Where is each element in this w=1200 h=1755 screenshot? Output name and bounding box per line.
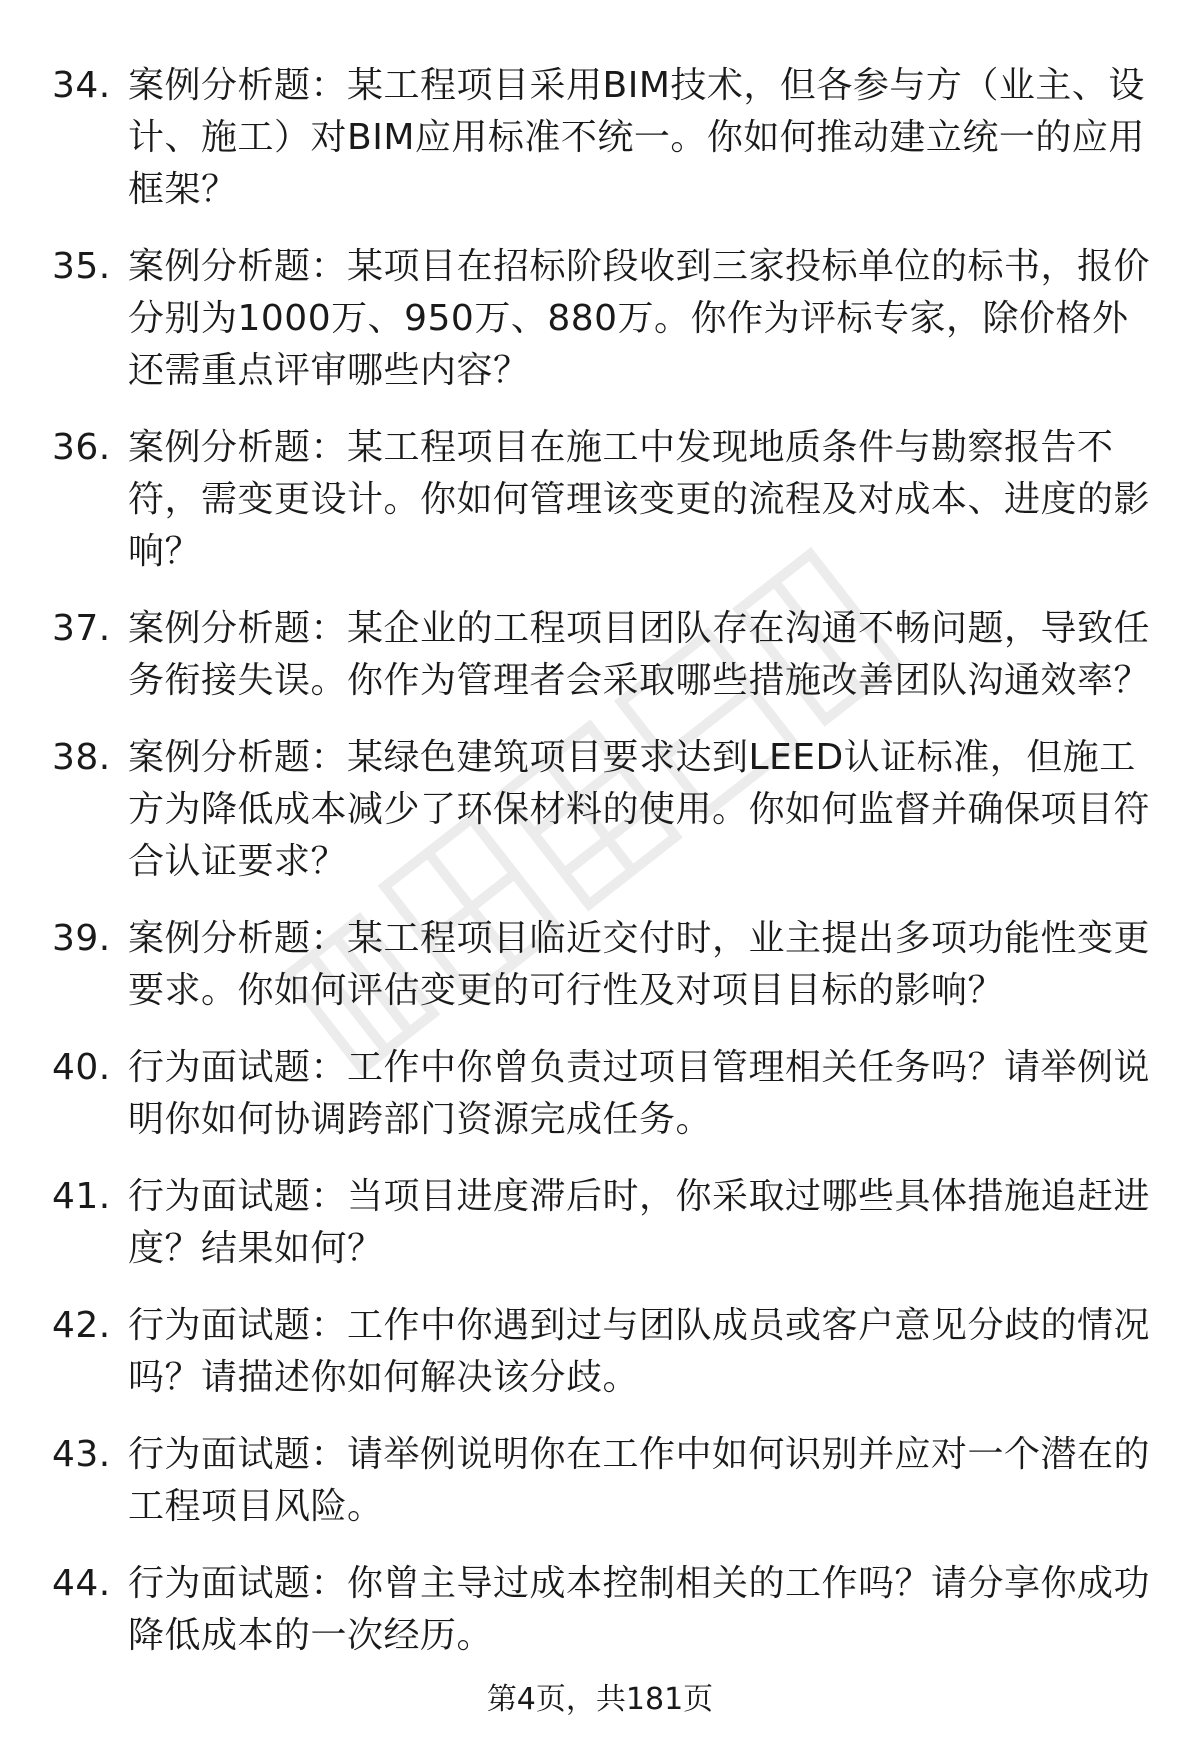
question-number: 43. bbox=[52, 1434, 111, 1475]
question-text: 案例分析题：某工程项目采用BIM技术，但各参与方（业主、设计、施工）对BIM应用标准不统一。你如何推动建立统一的应用框架？ bbox=[128, 65, 1145, 210]
question-item bbox=[0, 913, 1200, 1017]
question-text: 案例分析题：某企业的工程项目团队存在沟通不畅问题，导致任务衔接失误。你作为管理者会采取哪些措施改善团队沟通效率？ bbox=[128, 608, 1151, 701]
question-item bbox=[0, 1042, 1200, 1146]
question-number: 40. bbox=[52, 1047, 111, 1088]
question-text: 行为面试题：请举例说明你在工作中如何识别并应对一个潜在的工程项目风险。 bbox=[128, 1434, 1151, 1527]
question-number: 39. bbox=[52, 918, 111, 959]
question-text: 行为面试题：你曾主导过成本控制相关的工作吗？请分享你成功降低成本的一次经历。 bbox=[128, 1563, 1151, 1656]
question-number: 34. bbox=[52, 65, 111, 106]
question-text: 案例分析题：某工程项目临近交付时，业主提出多项功能性变更要求。你如何评估变更的可行性及对项目目标的影响？ bbox=[128, 918, 1151, 1011]
question-item bbox=[0, 60, 1200, 216]
question-item bbox=[0, 422, 1200, 578]
question-item bbox=[0, 732, 1200, 888]
question-number: 36. bbox=[52, 427, 111, 468]
question-text: 案例分析题：某项目在招标阶段收到三家投标单位的标书，报价分别为1000万、950万、880万。你作为评标专家，除价格外还需重点评审哪些内容？ bbox=[128, 246, 1151, 391]
question-number: 38. bbox=[52, 737, 111, 778]
question-item bbox=[0, 1429, 1200, 1533]
question-number: 42. bbox=[52, 1305, 111, 1346]
question-number: 41. bbox=[52, 1176, 111, 1217]
question-item bbox=[0, 1171, 1200, 1275]
question-text: 行为面试题：当项目进度滞后时，你采取过哪些具体措施追赶进度？结果如何？ bbox=[128, 1176, 1151, 1269]
question-number: 44. bbox=[52, 1563, 111, 1604]
question-text: 行为面试题：工作中你曾负责过项目管理相关任务吗？请举例说明你如何协调跨部门资源完成任务。 bbox=[128, 1047, 1151, 1140]
question-item bbox=[0, 603, 1200, 707]
question-number: 37. bbox=[52, 608, 111, 649]
page-number-footer: 第4页，共181页 bbox=[486, 1682, 714, 1717]
question-item bbox=[0, 1300, 1200, 1404]
question-text: 案例分析题：某工程项目在施工中发现地质条件与勘察报告不符，需变更设计。你如何管理该变更的流程及对成本、进度的影响？ bbox=[128, 427, 1151, 572]
question-text: 行为面试题：工作中你遇到过与团队成员或客户意见分歧的情况吗？请描述你如何解决该分歧。 bbox=[128, 1305, 1151, 1398]
question-list bbox=[0, 60, 1200, 1687]
question-number: 35. bbox=[52, 246, 111, 287]
question-text: 案例分析题：某绿色建筑项目要求达到LEED认证标准，但施工方为降低成本减少了环保材料的使用。你如何监督并确保项目符合认证要求？ bbox=[128, 737, 1151, 882]
question-item bbox=[0, 241, 1200, 397]
question-item bbox=[0, 1558, 1200, 1662]
